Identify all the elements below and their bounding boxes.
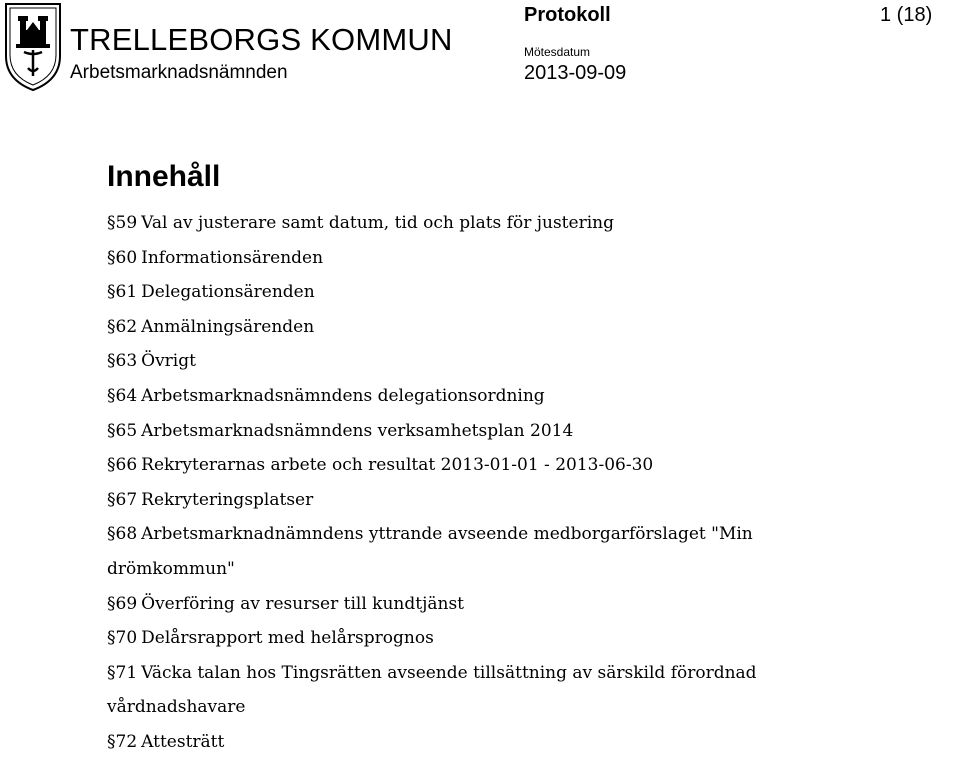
section-title: Arbetsmarknadsnämndens delegationsordning — [141, 385, 545, 406]
toc-item-63 — [107, 344, 807, 379]
section-number: §67 — [107, 489, 138, 510]
meeting-date-label: Mötesdatum — [524, 45, 591, 59]
section-title: Delårsrapport med helårsprognos — [141, 628, 434, 649]
section-number: §62 — [107, 316, 138, 337]
document-type: Protokoll — [524, 4, 611, 26]
section-number: §66 — [107, 455, 138, 476]
section-title: Attesträtt — [141, 731, 225, 752]
toc-item-66 — [107, 448, 807, 483]
section-title: Arbetsmarknadsnämndens verksamhetsplan 2014 — [141, 420, 574, 441]
section-title: Väcka talan hos Tingsrätten avseende tillsättning av särskild förordnad vårdnadshavare — [107, 662, 757, 718]
section-title: Anmälningsärenden — [141, 316, 315, 337]
table-of-contents — [107, 206, 807, 760]
section-number: §59 — [107, 213, 138, 233]
page-number: 1 (18) — [880, 4, 933, 26]
section-number: §71 — [107, 662, 138, 683]
section-title: Rekryteringsplatser — [141, 489, 314, 510]
section-title: Delegationsärenden — [141, 282, 315, 303]
toc-item-72 — [107, 725, 807, 760]
toc-item-64 — [107, 379, 807, 414]
contents-heading: Innehåll — [107, 160, 221, 193]
section-title: Övrigt — [141, 351, 196, 372]
meeting-date: 2013-09-09 — [524, 62, 627, 84]
section-number: §61 — [107, 282, 138, 303]
section-number: §72 — [107, 731, 138, 752]
section-number: §60 — [107, 247, 138, 268]
toc-item-65 — [107, 414, 807, 449]
toc-item-62 — [107, 310, 807, 345]
section-number: §68 — [107, 524, 138, 545]
toc-item-67 — [107, 483, 807, 518]
section-title: Val av justerare samt datum, tid och plats för justering — [141, 213, 614, 233]
department-name: Arbetsmarknadsnämnden — [70, 62, 288, 83]
toc-item-59 — [107, 206, 807, 241]
section-number: §65 — [107, 420, 138, 441]
section-title: Arbetsmarknadnämndens yttrande avseende medborgarförslaget "Min drömkommun" — [107, 524, 753, 579]
section-number: §64 — [107, 385, 138, 406]
municipal-coat-of-arms-logo — [2, 0, 64, 92]
toc-item-68 — [107, 517, 807, 586]
section-title: Rekryterarnas arbete och resultat 2013-01-01 - 2013-06-30 — [141, 455, 654, 476]
section-title: Överföring av resurser till kundtjänst — [141, 593, 465, 614]
toc-item-69 — [107, 587, 807, 622]
section-title: Informationsärenden — [141, 247, 324, 268]
toc-item-61 — [107, 275, 807, 310]
toc-item-70 — [107, 621, 807, 656]
toc-item-71 — [107, 656, 807, 725]
section-number: §69 — [107, 593, 138, 614]
section-number: §70 — [107, 628, 138, 649]
toc-item-60 — [107, 241, 807, 276]
organization-name: TRELLEBORGS KOMMUN — [70, 22, 453, 57]
section-number: §63 — [107, 351, 138, 372]
